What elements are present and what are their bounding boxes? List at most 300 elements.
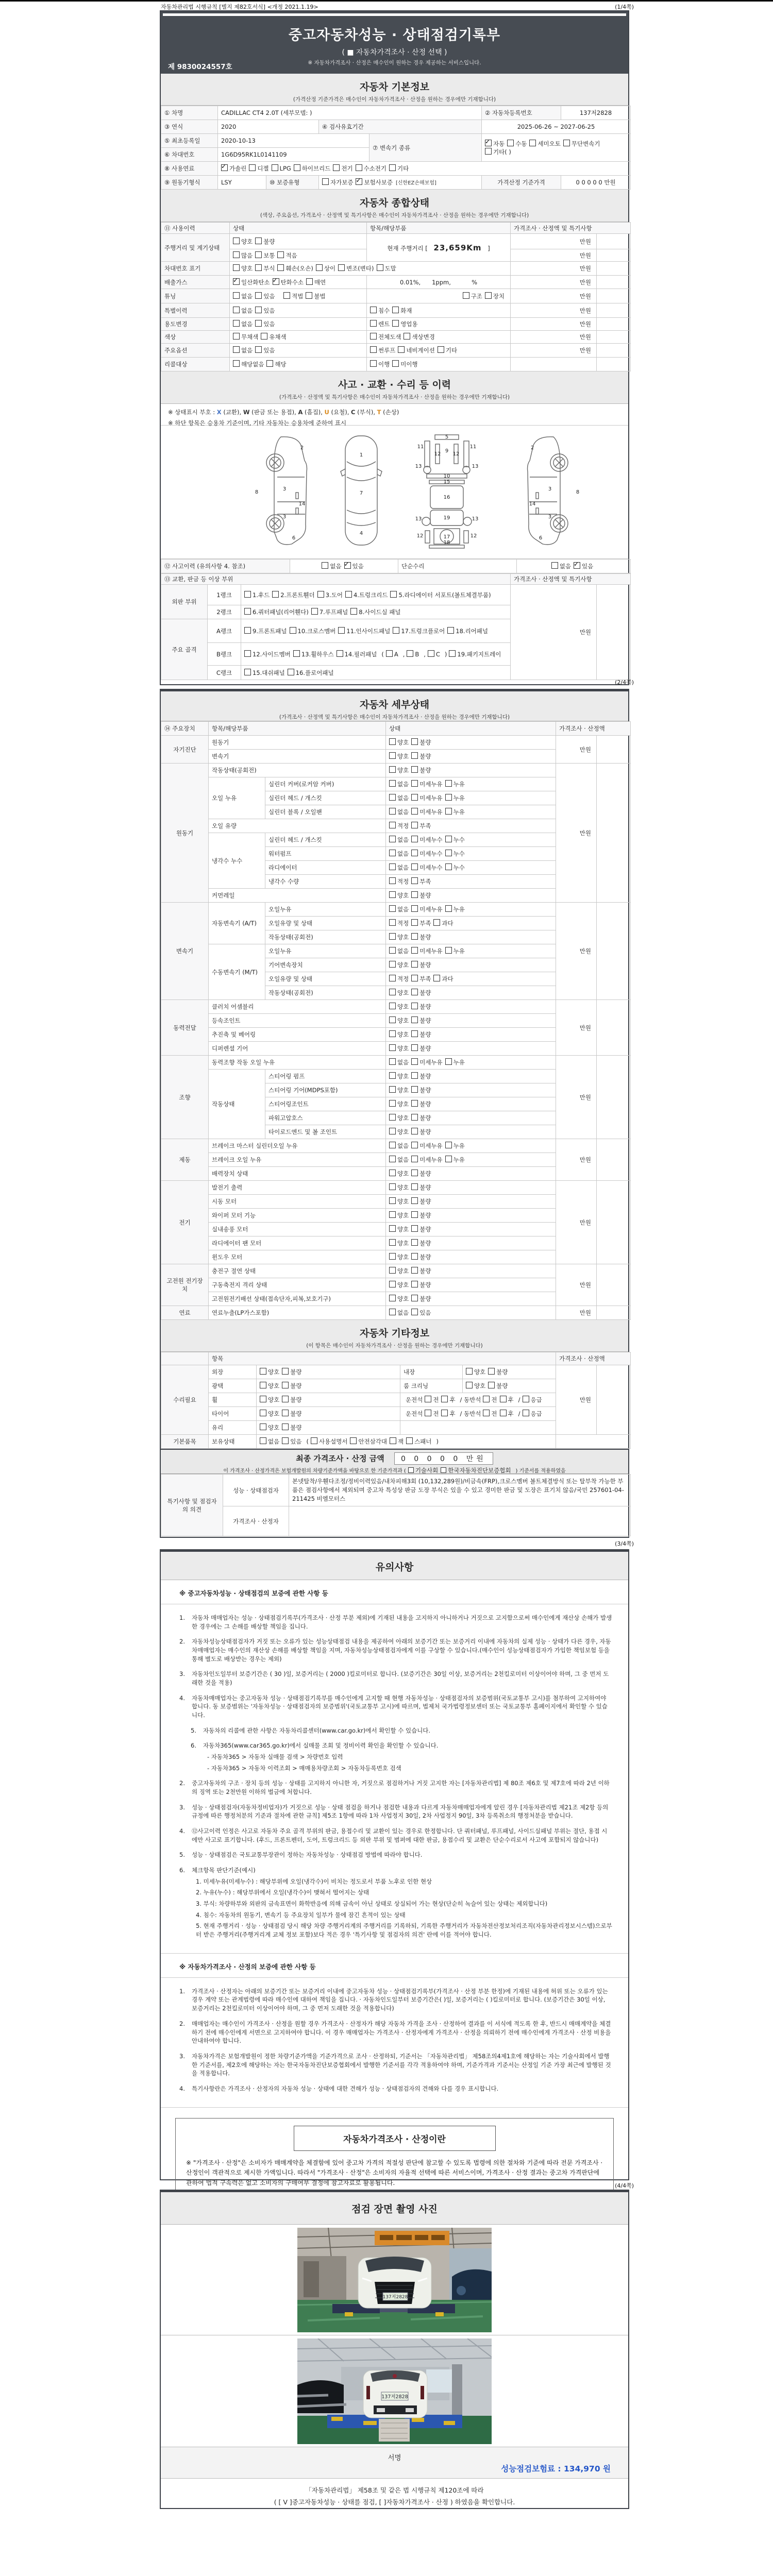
table-cell: 시동 모터 [209,1195,386,1209]
diagram-part-number: 2 [530,445,534,451]
table-row [161,560,631,573]
row-label: 상태 [386,722,556,736]
checkbox-option: 불량 [411,933,431,941]
row-label: 상태 [230,223,367,234]
checkbox-unchecked [411,1003,418,1009]
row-label: 배출가스 [161,276,230,289]
checkbox-unchecked [282,1423,289,1430]
checkbox-unchecked [255,307,262,313]
checkbox-unchecked [389,1309,396,1315]
section-etc [161,1320,628,1352]
inspection-photo-front [161,2225,628,2335]
table-cell [257,1435,556,1449]
basic-info-table [161,106,628,190]
notice-item [179,2052,613,2078]
checkbox-unchecked [260,1396,266,1402]
table-cell: 2랭크 [208,605,241,619]
checkbox-unchecked [411,961,418,968]
notice-number: 4. [179,2084,185,2092]
row-label: 변속기 [161,903,209,1000]
checkbox-unchecked [483,1410,490,1416]
table-cell: 작동상태(공회전) [209,764,386,777]
checkbox-unchecked [445,780,452,787]
checkbox-option: 전기 [333,164,352,173]
checkbox-checked [221,164,228,171]
signature-row [161,2447,628,2479]
checkbox-option: 있음 [255,292,275,300]
checkbox-option: 불량 [411,766,431,774]
table-cell [597,764,631,903]
checkbox-option: 누유 [445,808,465,816]
checkbox-unchecked [282,1410,289,1416]
checkbox-unchecked [485,292,492,299]
checkbox-option: 없음 [389,1058,409,1066]
table-row [161,903,631,917]
row-label: 색상 [161,331,230,344]
checkbox-option: 하이브리드 [294,164,331,173]
car-diagram-top [327,432,396,550]
table-cell: 스티어링 펌프 [265,1070,386,1083]
table-cell: 윈도우 모터 [209,1250,386,1264]
checkbox-unchecked [233,307,240,313]
checkbox-option: 없음 [389,1156,409,1164]
row-label: ③ 연식 [161,120,218,134]
checkbox-unchecked [488,1368,495,1375]
table-cell [597,358,631,371]
checkbox-unchecked [411,905,418,912]
checkbox-option: 양호 [389,1183,409,1192]
checkbox-unchecked [445,1142,452,1148]
text-fragment: 운전석 [406,1410,423,1417]
checkbox-option: 누유 [445,1156,465,1164]
table-cell [597,1365,631,1435]
checkbox-unchecked [244,627,251,634]
checkbox-unchecked [389,1253,396,1260]
checkbox-option: 사용설명서 [311,1437,348,1446]
checkbox-option: 미이행 [392,360,417,368]
confirmation-statement [161,2479,628,2508]
checkbox-unchecked [244,591,251,598]
checkbox-option: 불량 [411,1128,431,1136]
checkbox-unchecked [445,836,452,842]
checkbox-unchecked [389,891,396,898]
table-cell: 0 0 0 0 0 만원 [561,176,631,190]
checkbox-option: 누유 [445,905,465,913]
checkbox-unchecked [483,1396,490,1402]
table-row [161,736,631,750]
table-cell: 오일유량 및 상태 [265,917,386,930]
diagram-part-number: 13 [415,516,422,522]
checkbox-option: 불량 [411,1281,431,1289]
table-cell [386,1070,556,1083]
table-cell [241,619,511,643]
table-cell [257,1407,400,1421]
checkbox-option: ✓ 탄화수소 [273,278,304,286]
checkbox-unchecked [260,1368,266,1375]
checkbox-option: 양호 [389,1170,409,1178]
accident-history-table-grid [161,559,631,573]
table-cell: 만원 [556,1365,597,1435]
checkbox-option: 무단변속기 [563,140,600,148]
table-cell [386,847,556,861]
text-fragment: 현재 주행거리 [ [387,244,430,252]
checkbox-option: 해당 [266,360,286,368]
checkbox-unchecked [282,1396,289,1402]
table-cell [386,875,556,889]
table-cell: 워터펌프 [265,847,386,861]
table-row [161,1435,631,1449]
notice-text: 자동차의 리콜에 관한 사항은 자동차리콜센터(www.car.go.kr)에서 확인할 수 있습니다. [203,1726,431,1734]
table-cell: A랭크 [208,619,241,643]
title-stripe [163,13,626,16]
checkbox-unchecked [389,752,396,759]
checkbox-unchecked [255,238,262,244]
checkbox-option: 무채색 [233,333,258,341]
table-cell [367,358,511,371]
section-basic-info [161,74,628,106]
table-cell: 충전구 절연 상태 [209,1264,386,1278]
checkbox-option: 양호 [260,1368,279,1376]
checkbox-unchecked [447,627,454,634]
table-cell: 만원 [556,1306,597,1320]
table-cell [386,944,556,958]
table-cell: 만원 [556,764,597,903]
checkbox-option: 양호 [389,1197,409,1206]
checkbox-unchecked [345,591,352,598]
checkbox-unchecked [390,1437,396,1444]
final-price-label: 최종 가격조사 · 산정 금액 [296,1454,384,1463]
checkbox-unchecked [411,1016,418,1023]
checkbox-unchecked [249,164,256,171]
table-cell [597,331,631,344]
checkbox-unchecked [317,591,324,598]
row-label [161,1352,209,1365]
checkbox-option: 불량 [411,1003,431,1011]
table-row [161,1056,631,1070]
row-label: 가격조사 · 산정액 [556,1352,631,1365]
section-title: 자동차 세부상태 [359,699,430,710]
checkbox-unchecked [389,1030,396,1037]
checkbox-option: 6.쿼터패널(리어휀다) [244,608,309,616]
diagram-part-number: 8 [576,489,580,495]
checkbox-unchecked [294,164,300,171]
table-row [161,1475,631,1506]
notice-item [179,1987,613,2013]
checkbox-option: 미세누유 [411,794,442,802]
checkbox-unchecked [337,650,343,657]
checkbox-option: 스패너 [406,1437,431,1446]
inspection-insurance-fee: 성능점검보험료 : 134,970 원 [501,2464,611,2473]
table-cell [400,1407,556,1421]
page-4 [160,2190,629,2509]
table-cell [597,276,631,289]
checkbox-option: 전 [425,1396,439,1404]
table-cell: 만원 [556,1000,597,1056]
checkbox-unchecked [389,989,396,995]
table-cell: 오일 누유 [209,777,265,819]
checkbox-option: 도말 [377,264,396,273]
checkbox-unchecked [389,1142,396,1148]
checkbox-unchecked [389,1100,396,1107]
checkbox-unchecked [316,264,323,271]
table-cell: 오일누유 [265,903,386,917]
row-label: 항목/해당부품 [367,223,511,234]
diagram-part-number: 11 [469,444,477,450]
diagram-part-number: 16 [443,495,450,500]
checkbox-unchecked [411,891,418,898]
checkbox-unchecked [411,1114,418,1121]
table-cell: 2025-06-26 ~ 2027-06-25 [482,120,631,134]
checkbox-option: 12.사이드멤버 [244,650,291,658]
checkbox-unchecked [389,1281,396,1287]
table-cell: 내장 [400,1365,463,1379]
table-cell [386,777,556,791]
table-cell: 타이어 [209,1407,257,1421]
table-cell [386,1209,556,1223]
checkbox-unchecked [282,1382,289,1388]
checkbox-checked [356,178,362,185]
checkbox-option: 부족 [411,975,431,983]
price-box-text: ※ "가격조사 · 산정"은 소비자가 매매계약을 체결함에 있어 중고차 가격의 적절성 판단에 참고할 수 있도록 법령에 의한 절차와 기준에 따라 전문 가격조사 · 산정인이 객관적으로 제시한 가액입니다. 따라서 "가격조사 · 산정"은 소비자의 자율적 선택에 따른 서비스이며, 가격조사 · 산정 결과는 중고차 가격판단에 관하여 법적 구속력은 없고 소비자의 구매여부 결정에 참고자료로 활용됩니다. [186,2159,603,2187]
diagram-part-number: 3 [282,514,287,520]
row-label: 가격산정 기준가격 [482,176,561,190]
checkbox-option: 불량 [488,1382,508,1390]
checkbox-unchecked [551,562,558,569]
table-cell: 스티어링조인트 [265,1097,386,1111]
row-label: 조향 [161,1056,209,1139]
text-fragment: 운전석 [406,1396,423,1403]
table-cell [257,1379,400,1393]
checkbox-option: 불량 [282,1396,301,1404]
checkbox-unchecked [507,140,514,146]
checkbox-unchecked [266,360,273,367]
checkbox-unchecked [260,1382,266,1388]
table-cell [386,1097,556,1111]
row-label: 주요옵션 [161,344,230,358]
notice-text: 성능 · 상태점검은 국토교통부장관이 정하는 자동차성능 · 상태점검 방법에 따라야 합니다. [192,1851,423,1859]
checkbox-option: 미세누유 [411,905,442,913]
section-notices [161,1552,628,1580]
row-label: 수리필요 [161,1365,209,1435]
checkbox-unchecked [392,360,399,367]
table-cell [386,1125,556,1139]
checkbox-unchecked [500,1410,507,1416]
checkbox-option: 불량 [282,1410,301,1418]
document-subtitle: ( ■ 자동차가격조사 · 산정 선택 ) [342,48,447,57]
table-cell: B랭크 [208,643,241,666]
checkbox-unchecked [389,822,396,828]
section-subtitle: (이 항목은 매수인이 자동차가격조사 · 산정을 원하는 경우에만 기재합니다) [306,1343,483,1349]
checkbox-option: ✓ 있음 [344,562,364,570]
status-code-label: (판금 또는 용접), [249,409,298,416]
table-cell: 변속기 [209,750,386,764]
checkbox-unchecked [411,1281,418,1287]
table-cell [597,1139,631,1181]
checkbox-unchecked [322,178,329,185]
checkbox-option: 응급 [523,1396,542,1404]
table-cell [597,1000,631,1056]
table-cell: 휠 [209,1393,257,1407]
checkbox-unchecked [277,264,284,271]
table-cell: 1랭크 [208,585,241,605]
checkbox-option: 있음 [411,1309,431,1317]
checkbox-unchecked [445,863,452,870]
checkbox-option: 매연 [306,278,326,286]
table-cell [386,1042,556,1056]
table-cell [386,1111,556,1125]
checkbox-unchecked [389,1295,396,1301]
notice-list-c [161,1978,628,2103]
table-cell [241,666,511,680]
checkbox-unchecked [389,933,396,940]
checkbox-unchecked [389,780,396,787]
table-cell: 만원 [556,1264,597,1306]
notice-item [179,1694,613,1720]
table-cell [367,331,511,344]
checkbox-option: 있음 [255,346,275,354]
row-label: ① 차명 [161,106,218,120]
notice-item [179,1779,613,1796]
checkbox-unchecked [389,1225,396,1232]
checkbox-unchecked [411,1225,418,1232]
checkbox-option: 상이 [316,264,335,273]
table-cell [597,249,631,262]
checkbox-unchecked [445,794,452,801]
checkbox-option: ✓ 있음 [574,562,593,570]
row-label: ⑦ 변속기 종류 [369,134,482,162]
row-label: 용도변경 [161,318,230,331]
table-cell [597,303,631,318]
diagram-part-number: 14 [298,501,306,507]
table-cell [386,1195,556,1209]
table-cell [386,1181,556,1195]
checkbox-option: A [386,650,398,658]
notice-subitem: 3. 부식: 차량하부와 외판의 금속표면이 화학반응에 의해 금속이 아닌 상태로 상실되어 가는 현상(단순히 녹슬어 있는 상태는 제외합니다) [196,1900,548,1908]
section-subtitle: (색상, 주요옵션, 가격조사 · 산정액 및 특기사항은 매수인이 자동차가격조사 · 산정을 원하는 경우에만 기재합니다) [260,212,529,218]
diagram-part-number: 12 [470,533,477,539]
notice-number: 5. [191,1726,196,1734]
checkbox-unchecked [306,278,313,285]
table-cell [386,917,556,930]
checkbox-option: 미세누수 [411,850,442,858]
table-cell: 실린더 블록 / 오일팬 [265,805,386,819]
notice-text: ⑫사고이력 인정은 사고로 자동차 주요 골격 부위의 판금, 용접수리 및 교환이 있는 경우로 한정합니다. 단 쿼터패널, 루프패널, 사이드실패널 부위는 절단, 용접 시에만 사고로 표기합니다. (후드, 프론트펜더, 도어, 트렁크리드 등 외판 부위 및 범퍼에 대한 판금, 용접수리 및 교환은 단순수리로서 사고에 포함되지 않습니다) [192,1827,608,1843]
checkbox-option: 기타( ) [485,148,511,156]
checkbox-unchecked [500,1396,507,1402]
notice-block-c-head: ※ 자동차가격조사 · 산정의 보증에 관한 사항 등 [161,1954,628,1978]
row-label: ⑧ 사용연료 [161,162,218,176]
top-border [0,0,773,2]
status-code-label: (부식), [355,409,377,416]
table-row [161,358,631,371]
checkbox-option: 없음 [389,794,409,802]
table-cell [367,234,511,262]
checkbox-option: 후 [500,1410,514,1418]
text-fragment: ( [381,650,384,658]
checkbox-unchecked [392,307,399,313]
checkbox-option: 불량 [282,1368,301,1376]
table-cell [289,1506,631,1536]
overall-condition-table-grid [161,222,631,371]
table-row [161,1181,631,1195]
checkbox-option: 양호 [260,1423,279,1432]
checkbox-unchecked [389,1211,396,1218]
notice-text: 특기사항란은 가격조사 · 산정자의 자동차 성능 · 상태에 대한 견해가 성능 · 상태점검자의 견해와 다를 경우 표시합니다. [192,2084,499,2092]
table-cell [386,1139,556,1153]
checkbox-option: 많음 [233,251,253,260]
checkbox-unchecked [272,591,279,598]
table-cell: 디퍼렌셜 기어 [209,1042,386,1056]
checkbox-option: 적정 [389,822,409,830]
checkbox-unchecked [411,1044,418,1051]
table-cell: 만원 [511,276,597,289]
table-cell [230,344,367,358]
checkbox-unchecked [389,808,396,815]
table-row [161,1506,631,1536]
checkbox-option: 보통 [255,251,275,260]
table-cell: 파워고압호스 [265,1111,386,1125]
checkbox-option: 16.플로어패널 [288,669,334,677]
diagram-part-number: 19 [443,515,450,521]
checkbox-option: 3.도어 [317,591,343,599]
page-indicator-4: (4/4쪽) [615,2182,634,2189]
notice-text: 자동차인도일부터 보증기간은 ( 30 )일, 보증거리는 ( 2000 )킬로미터로 합니다. (보증기간은 30일 이상, 보증거리는 2천킬로미터 이상이어야 하며, 그 중 먼저 도래한 것을 적용) [192,1670,609,1687]
checkbox-option: 안전삼각대 [350,1437,387,1446]
table-cell: 자동변속기 (A/T) [209,903,265,944]
checkbox-option: 미세누수 [411,836,442,844]
checkbox-unchecked [441,1410,448,1416]
checkbox-unchecked [277,251,284,258]
checkbox-option: 불량 [411,1295,431,1303]
checkbox-option: 양호 [389,961,409,969]
checkbox-unchecked [389,1267,396,1274]
checkbox-unchecked [390,591,397,598]
table-cell: 클러치 어셈블리 [209,1000,386,1014]
checkbox-option: 없음 [389,850,409,858]
checkbox-unchecked [445,1058,452,1065]
checkbox-unchecked [389,1072,396,1079]
table-cell: 실린더 커버(로커암 커버) [265,777,386,791]
checkbox-unchecked [411,1295,418,1301]
checkbox-option: 양호 [389,989,409,997]
table-cell: 만원 [511,318,597,331]
checkbox-unchecked [282,1368,289,1375]
diagram-part-number: 2 [300,445,304,451]
checkbox-option: 없음 [233,320,253,328]
checkbox-unchecked [411,1058,418,1065]
checkbox-unchecked [322,562,328,569]
checkbox-unchecked [260,1423,266,1430]
checkbox-unchecked [389,1086,396,1093]
checkbox-checked [344,562,351,569]
table-cell [400,1421,556,1435]
checkbox-option: 부식 [255,264,275,273]
checkbox-option: 13.휠하우스 [293,650,334,658]
checkbox-option: 양호 [233,264,253,273]
table-cell: 2020-10-13 [218,134,369,148]
checkbox-option: 양호 [260,1382,279,1390]
table-cell: 만원 [556,1139,597,1181]
checkbox-option: 17.트렁크플로어 [393,627,445,635]
status-code-label: (요철), [329,409,351,416]
table-cell [597,318,631,331]
table-cell: 추진축 및 베어링 [209,1028,386,1042]
table-cell: 본넷탈착/우휀다조정/정비이력있음/내차피해3회 (10,132,289원)/비금속(FRP),크로스멤버 볼트체결방식 또는 탈부착 가능한 부품은 점검사항에서 제외되며 중고차 특성상 판금 도장 부식은 있을 수 있고 경미한 판금 및 도장은 표기치 않음/국민 257601-04-211425 비엠모터스 [289,1475,631,1506]
table-cell: 구동축전지 격리 상태 [209,1278,386,1292]
checkbox-unchecked [411,1086,418,1093]
table-cell: 브레이크 오일 누유 [209,1153,386,1167]
table-cell: 타이로드엔드 및 볼 조인트 [265,1125,386,1139]
